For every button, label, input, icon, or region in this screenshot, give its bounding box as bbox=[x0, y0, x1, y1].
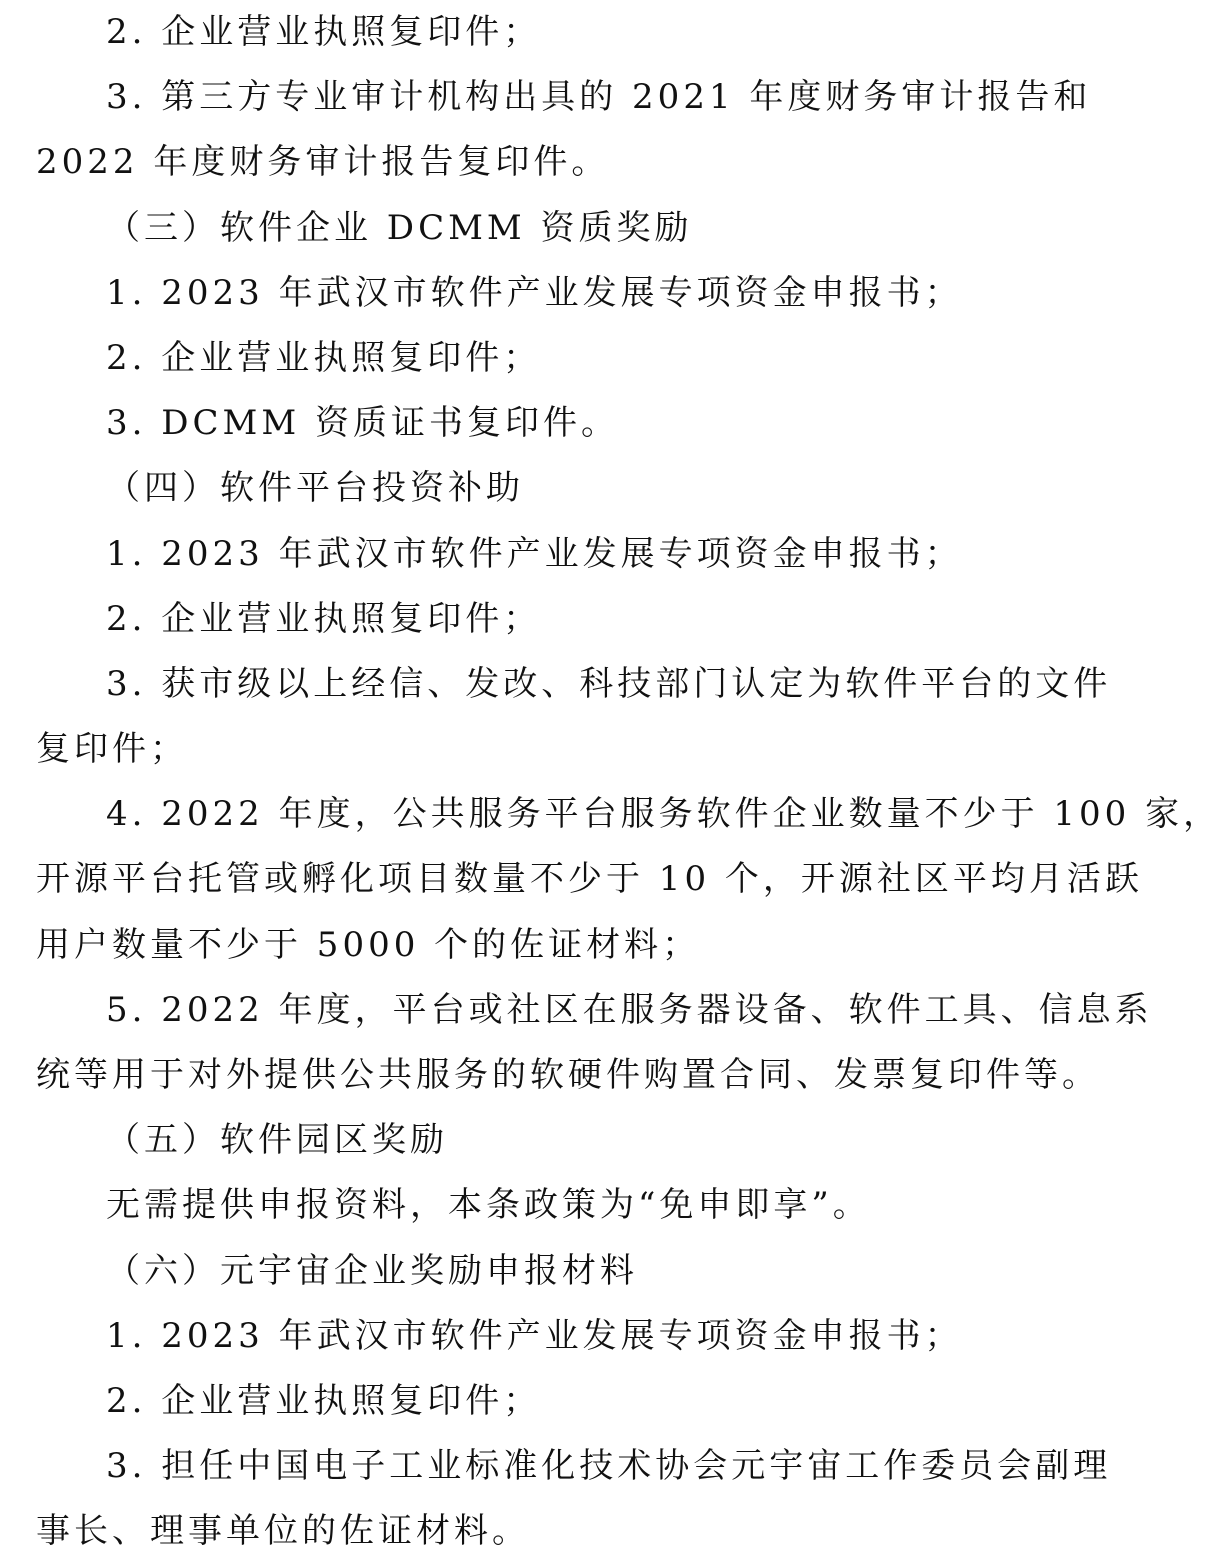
doc-line: 3. 获市级以上经信、发改、科技部门认定为软件平台的文件 bbox=[106, 663, 1112, 704]
doc-line: 3. 担任中国电子工业标准化技术协会元宇宙工作委员会副理 bbox=[106, 1446, 1112, 1487]
doc-line: 复印件； bbox=[36, 729, 188, 770]
doc-line: 2. 企业营业执照复印件； bbox=[106, 1380, 542, 1421]
doc-line: 统等用于对外提供公共服务的软硬件购置合同、发票复印件等。 bbox=[36, 1055, 1100, 1095]
doc-line: 3. 第三方专业审计机构出具的 2021 年度财务审计报告和 bbox=[106, 77, 1092, 118]
doc-line: 无需提供申报资料，本条政策为“免申即享”。 bbox=[106, 1185, 871, 1226]
doc-line: 2. 企业营业执照复印件； bbox=[106, 598, 542, 639]
doc-line: 5. 2022 年度，平台或社区在服务器设备、软件工具、信息系 bbox=[106, 989, 1153, 1030]
section-heading: （三）软件企业 DCMM 资质奖励 bbox=[106, 207, 693, 248]
doc-line: 1. 2023 年武汉市软件产业发展专项资金申报书； bbox=[106, 533, 963, 574]
section-heading: （四）软件平台投资补助 bbox=[106, 468, 524, 509]
doc-line: 1. 2023 年武汉市软件产业发展专项资金申报书； bbox=[106, 272, 963, 313]
doc-line: 1. 2023 年武汉市软件产业发展专项资金申报书； bbox=[106, 1315, 963, 1356]
section-heading: （五）软件园区奖励 bbox=[106, 1120, 448, 1161]
doc-line: 用户数量不少于 5000 个的佐证材料； bbox=[36, 924, 701, 965]
doc-line: 3. DCMM 资质证书复印件。 bbox=[106, 403, 619, 444]
doc-line: 2022 年度财务审计报告复印件。 bbox=[36, 142, 610, 183]
doc-line: 开源平台托管或孵化项目数量不少于 10 个，开源社区平均月活跃 bbox=[36, 859, 1143, 900]
doc-line: 2. 企业营业执照复印件； bbox=[106, 12, 542, 52]
doc-line: 4. 2022 年度，公共服务平台服务软件企业数量不少于 100 家， bbox=[106, 794, 1221, 835]
doc-line: 2. 企业营业执照复印件； bbox=[106, 337, 542, 378]
section-heading: （六）元宇宙企业奖励申报材料 bbox=[106, 1250, 638, 1291]
doc-line: 事长、理事单位的佐证材料。 bbox=[36, 1511, 530, 1552]
